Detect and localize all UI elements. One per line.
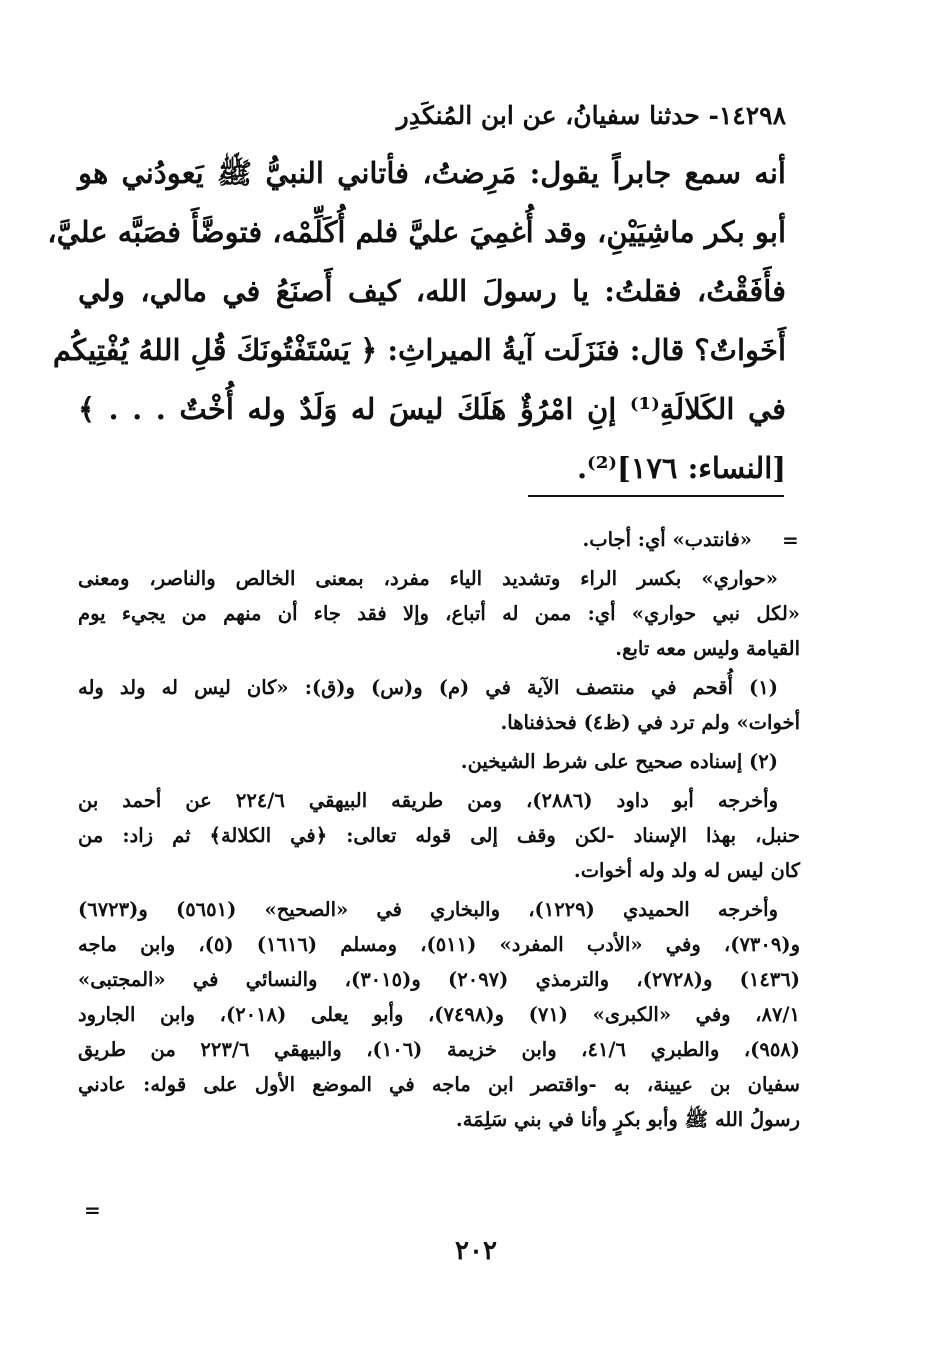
footnote-line: «فانتدب» أي: أجاب. bbox=[582, 528, 752, 551]
hadith-body bbox=[47, 144, 786, 498]
footnote-line: أخوات» ولم ترد في (ظ٤) فحذفناها. bbox=[500, 711, 800, 734]
footnote-line: القيامة وليس معه تابع. bbox=[615, 637, 800, 660]
footnote-paragraph bbox=[78, 670, 800, 740]
footnote-paragraph bbox=[78, 783, 800, 888]
footnote-divider bbox=[528, 495, 784, 497]
hadith-line: في الكَلالَةِ⁽¹⁾ إنِ امْرُؤٌ هَلَكَ ليسَ له وَلَدٌ وله أُخْتٌ . . . ﴾ bbox=[78, 392, 786, 426]
footnote-line: (٩٥٨)، والطبري ٤١/٦، وابن خزيمة (١٠٦)، والبيهقي ٢٢٣/٦ من طريق bbox=[78, 1038, 801, 1061]
hadith-line: أبو بكر ماشِيَيْنِ، وقد أُغمِيَ عليَّ فلم أُكَلِّمْه، فتوضَّأَ فصَبَّه عليَّ، bbox=[47, 215, 786, 249]
footnotes-block bbox=[78, 522, 800, 1141]
hadith-line: أنه سمع جابراً يقول: مَرِضتُ، فأتاني النبيُّ ﷺ يَعودُني هو bbox=[78, 156, 786, 190]
footnote-line: «حواري» بكسر الراء وتشديد الياء مفرد، بمعنى الخالص والناصر، ومعنى bbox=[78, 567, 778, 590]
footnote-line: وأخرجه الحميدي (١٢٢٩)، والبخاري في «الصحيح» (٥٦٥١) و(٦٧٢٣) bbox=[78, 898, 778, 921]
main-text-block bbox=[47, 96, 786, 498]
footnote-line: ٨٧/١، وفي «الكبرى» (٧١) و(٧٤٩٨)، وأبو يعلى (٢٠١٨)، وابن الجارود bbox=[78, 1003, 801, 1026]
continuation-mark-bottom: = bbox=[84, 1198, 101, 1222]
page-number: ٢٠٢ bbox=[455, 1236, 497, 1266]
footnote-line: (٢) إسناده صحيح على شرط الشيخين. bbox=[460, 750, 778, 773]
footnote-line: رسولُ الله ﷺ وأبو بكرٍ وأنا في بني سَلِمَة. bbox=[455, 1108, 800, 1131]
footnote-line: و(٧٣٠٩)، وفي «الأدب المفرد» (٥١١)، ومسلم (١٦١٦) (٥)، وابن ماجه bbox=[78, 933, 801, 956]
hadith-line: فأَفَقْتُ، فقلتُ: يا رسولَ الله، كيف أَصنَعُ في مالي، ولي bbox=[78, 274, 786, 308]
footnote-line: (١٤٣٦) و(٢٧٢٨)، والترمذي (٢٠٩٧) و(٣٠١٥)، والنسائي في «المجتبى» bbox=[78, 968, 800, 991]
continuation-mark-top: = bbox=[782, 528, 799, 552]
hadith-line: [النساء: ١٧٦]⁽²⁾. bbox=[576, 451, 786, 485]
footnote-line: كان ليس له ولد وله أخوات. bbox=[573, 859, 800, 882]
footnote-paragraph bbox=[78, 744, 800, 779]
hadith-line: أَخَواتٌ؟ قال: فنَزَلَت آيةُ الميراثِ: ﴿ يَسْتَفْتُونَكَ قُلِ اللهُ يُفْتِيكُم bbox=[52, 333, 786, 367]
hadith-heading: ١٤٢٩٨- حدثنا سفيانُ، عن ابن المُنكَدِر bbox=[396, 101, 786, 130]
footnote-line: حنبل، بهذا الإسناد -لكن وقف إلى قوله تعالى: ﴿في الكلالة﴾ ثم زاد: من bbox=[78, 824, 800, 847]
footnote-line: وأخرجه أبو داود (٢٨٨٦)، ومن طريقه البيهقي ٢٢٤/٦ عن أحمد بن bbox=[78, 789, 779, 812]
footnote-paragraph bbox=[78, 561, 800, 666]
footnote-paragraph bbox=[78, 522, 800, 557]
footnote-paragraph bbox=[78, 892, 800, 1137]
footnote-line: سفيان بن عيينة، به -واقتصر ابن ماجه في الموضع الأول على قوله: عادني bbox=[78, 1073, 800, 1096]
footnote-line: «لكل نبي حواري» أي: ممن له أتباع، وإلا فقد جاء أن منهم من يجيء يوم bbox=[78, 602, 800, 625]
footnote-line: (١) أُقحم في منتصف الآية في (م) و(س) و(ق): «كان ليس له ولد وله bbox=[78, 676, 778, 699]
